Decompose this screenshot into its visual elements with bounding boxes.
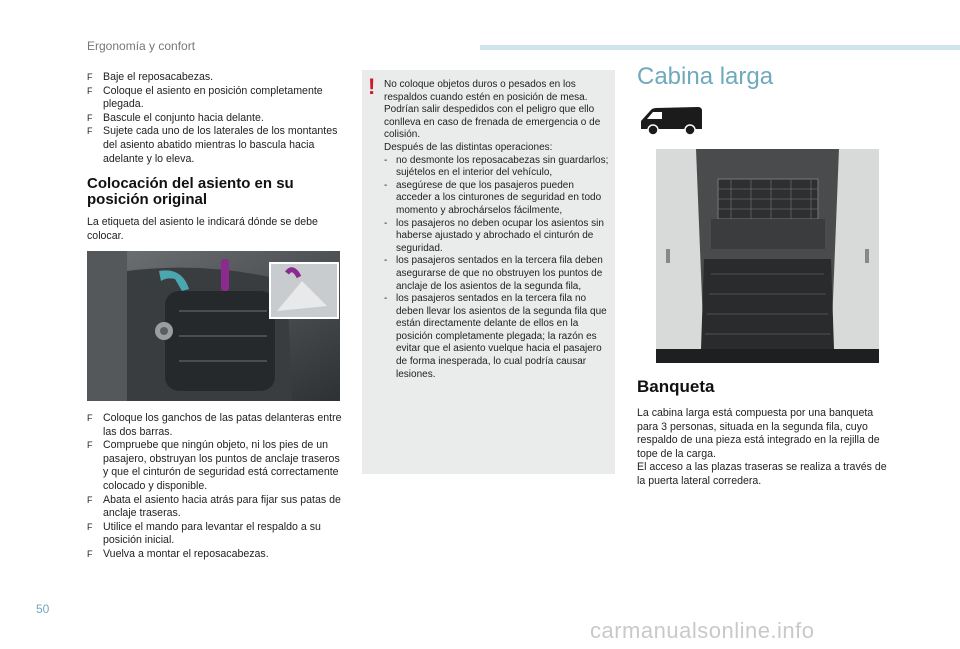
list-item: - los pasajeros sentados en la tercera fila no deben llevar los asientos de la segunda fila que están directamente delante de ellos en la posición completamente plegada; la razón es evitar que el asiento vuelque hacia el pasajero de forma inesperada, lo cual podría causar lesiones.: [384, 293, 607, 380]
cargo-area-photo: [656, 149, 879, 363]
warning-text: [384, 79, 610, 381]
bullet-marker: F: [87, 72, 93, 82]
watermark: carmanualsonline.info: [590, 618, 815, 643]
list-item: F Abata el asiento hacia atrás para fijar sus patas de anclaje traseras.: [87, 493, 341, 520]
list-item: F Coloque el asiento en posición completamente plegada.: [87, 84, 323, 111]
bullet-marker: F: [87, 85, 93, 96]
warning-box: [362, 70, 615, 474]
bullet-marker: F: [87, 521, 93, 532]
list-item: F Coloque los ganchos de las patas delanteras entre las dos barras.: [87, 412, 342, 438]
page-number: 50: [36, 602, 50, 616]
bullet-marker: F: [87, 126, 93, 137]
list-item: - los pasajeros no deben ocupar los asientos sin haberse ajustado y abrochado el cinturón de seguridad.: [384, 217, 604, 254]
list-item: F Baje el reposacabezas.: [87, 71, 214, 83]
warning-icon: !: [368, 74, 376, 99]
bullet-marker: F: [87, 112, 93, 123]
bullet-list-top: [87, 71, 342, 166]
seat-anchor-illustration: [87, 251, 340, 401]
bullet-marker: F: [87, 494, 93, 505]
subsection-heading: Banqueta: [637, 377, 715, 396]
list-item: - asegúrese de que los pasajeros pueden acceder a los cinturones de seguridad en todo momento y abrochárselos fácilmente,: [384, 179, 602, 216]
list-item: - no desmonte los reposacabezas sin guardarlos; sujételos en el interior del vehículo,: [384, 154, 609, 179]
warning-intro: No coloque objetos duros o pesados en los respaldos cuando estén en posición de mesa. Podrían salir despedidos con el peligro que ello conlleva en caso de frenada de emergencia o de colisión.: [384, 79, 601, 141]
list-item: F Sujete cada uno de los laterales de los montantes del asiento abatido mientras lo bascula hacia adelante y lo eleva.: [87, 125, 338, 165]
page-title: Cabina larga: [637, 63, 774, 90]
bullet-list-bottom: [87, 412, 342, 562]
bullet-marker: F: [87, 440, 93, 451]
bullet-marker: F: [87, 548, 93, 559]
section-heading: Colocación del asiento en su posición original: [87, 175, 294, 208]
list-item: F Bascule el conjunto hacia delante.: [87, 111, 264, 124]
intro-text: La etiqueta del asiento le indicará dónde se debe colocar.: [87, 216, 318, 242]
warning-after: Después de las distintas operaciones:: [384, 141, 553, 153]
list-item: - los pasajeros sentados en la tercera fila deben asegurarse de que no obstruyen los puntos de anclaje de los asientos de la segunda fila,: [384, 255, 603, 292]
body-text: [637, 407, 889, 489]
section-header: Ergonomía y confort: [87, 39, 196, 53]
list-item: F Vuelva a montar el reposacabezas.: [87, 547, 269, 560]
paragraph: La cabina larga está compuesta por una banqueta para 3 personas, situada en la segunda fila, cuyo respaldo de una pieza está integrado en la rejilla de tope de la carga.: [637, 407, 880, 460]
header-divider: [480, 45, 960, 50]
list-item: F Utilice el mando para levantar el respaldo a su posición inicial.: [87, 520, 321, 547]
bullet-marker: F: [87, 413, 93, 423]
list-item: F Compruebe que ningún objeto, ni los pies de un pasajero, obstruyan los puntos de anclaje traseros y que el cinturón de seguridad está correctamente colocado y disponible.: [87, 439, 340, 492]
paragraph: El acceso a las plazas traseras se realiza a través de la puerta lateral corredera.: [637, 461, 887, 487]
van-silhouette-icon: [638, 103, 704, 137]
